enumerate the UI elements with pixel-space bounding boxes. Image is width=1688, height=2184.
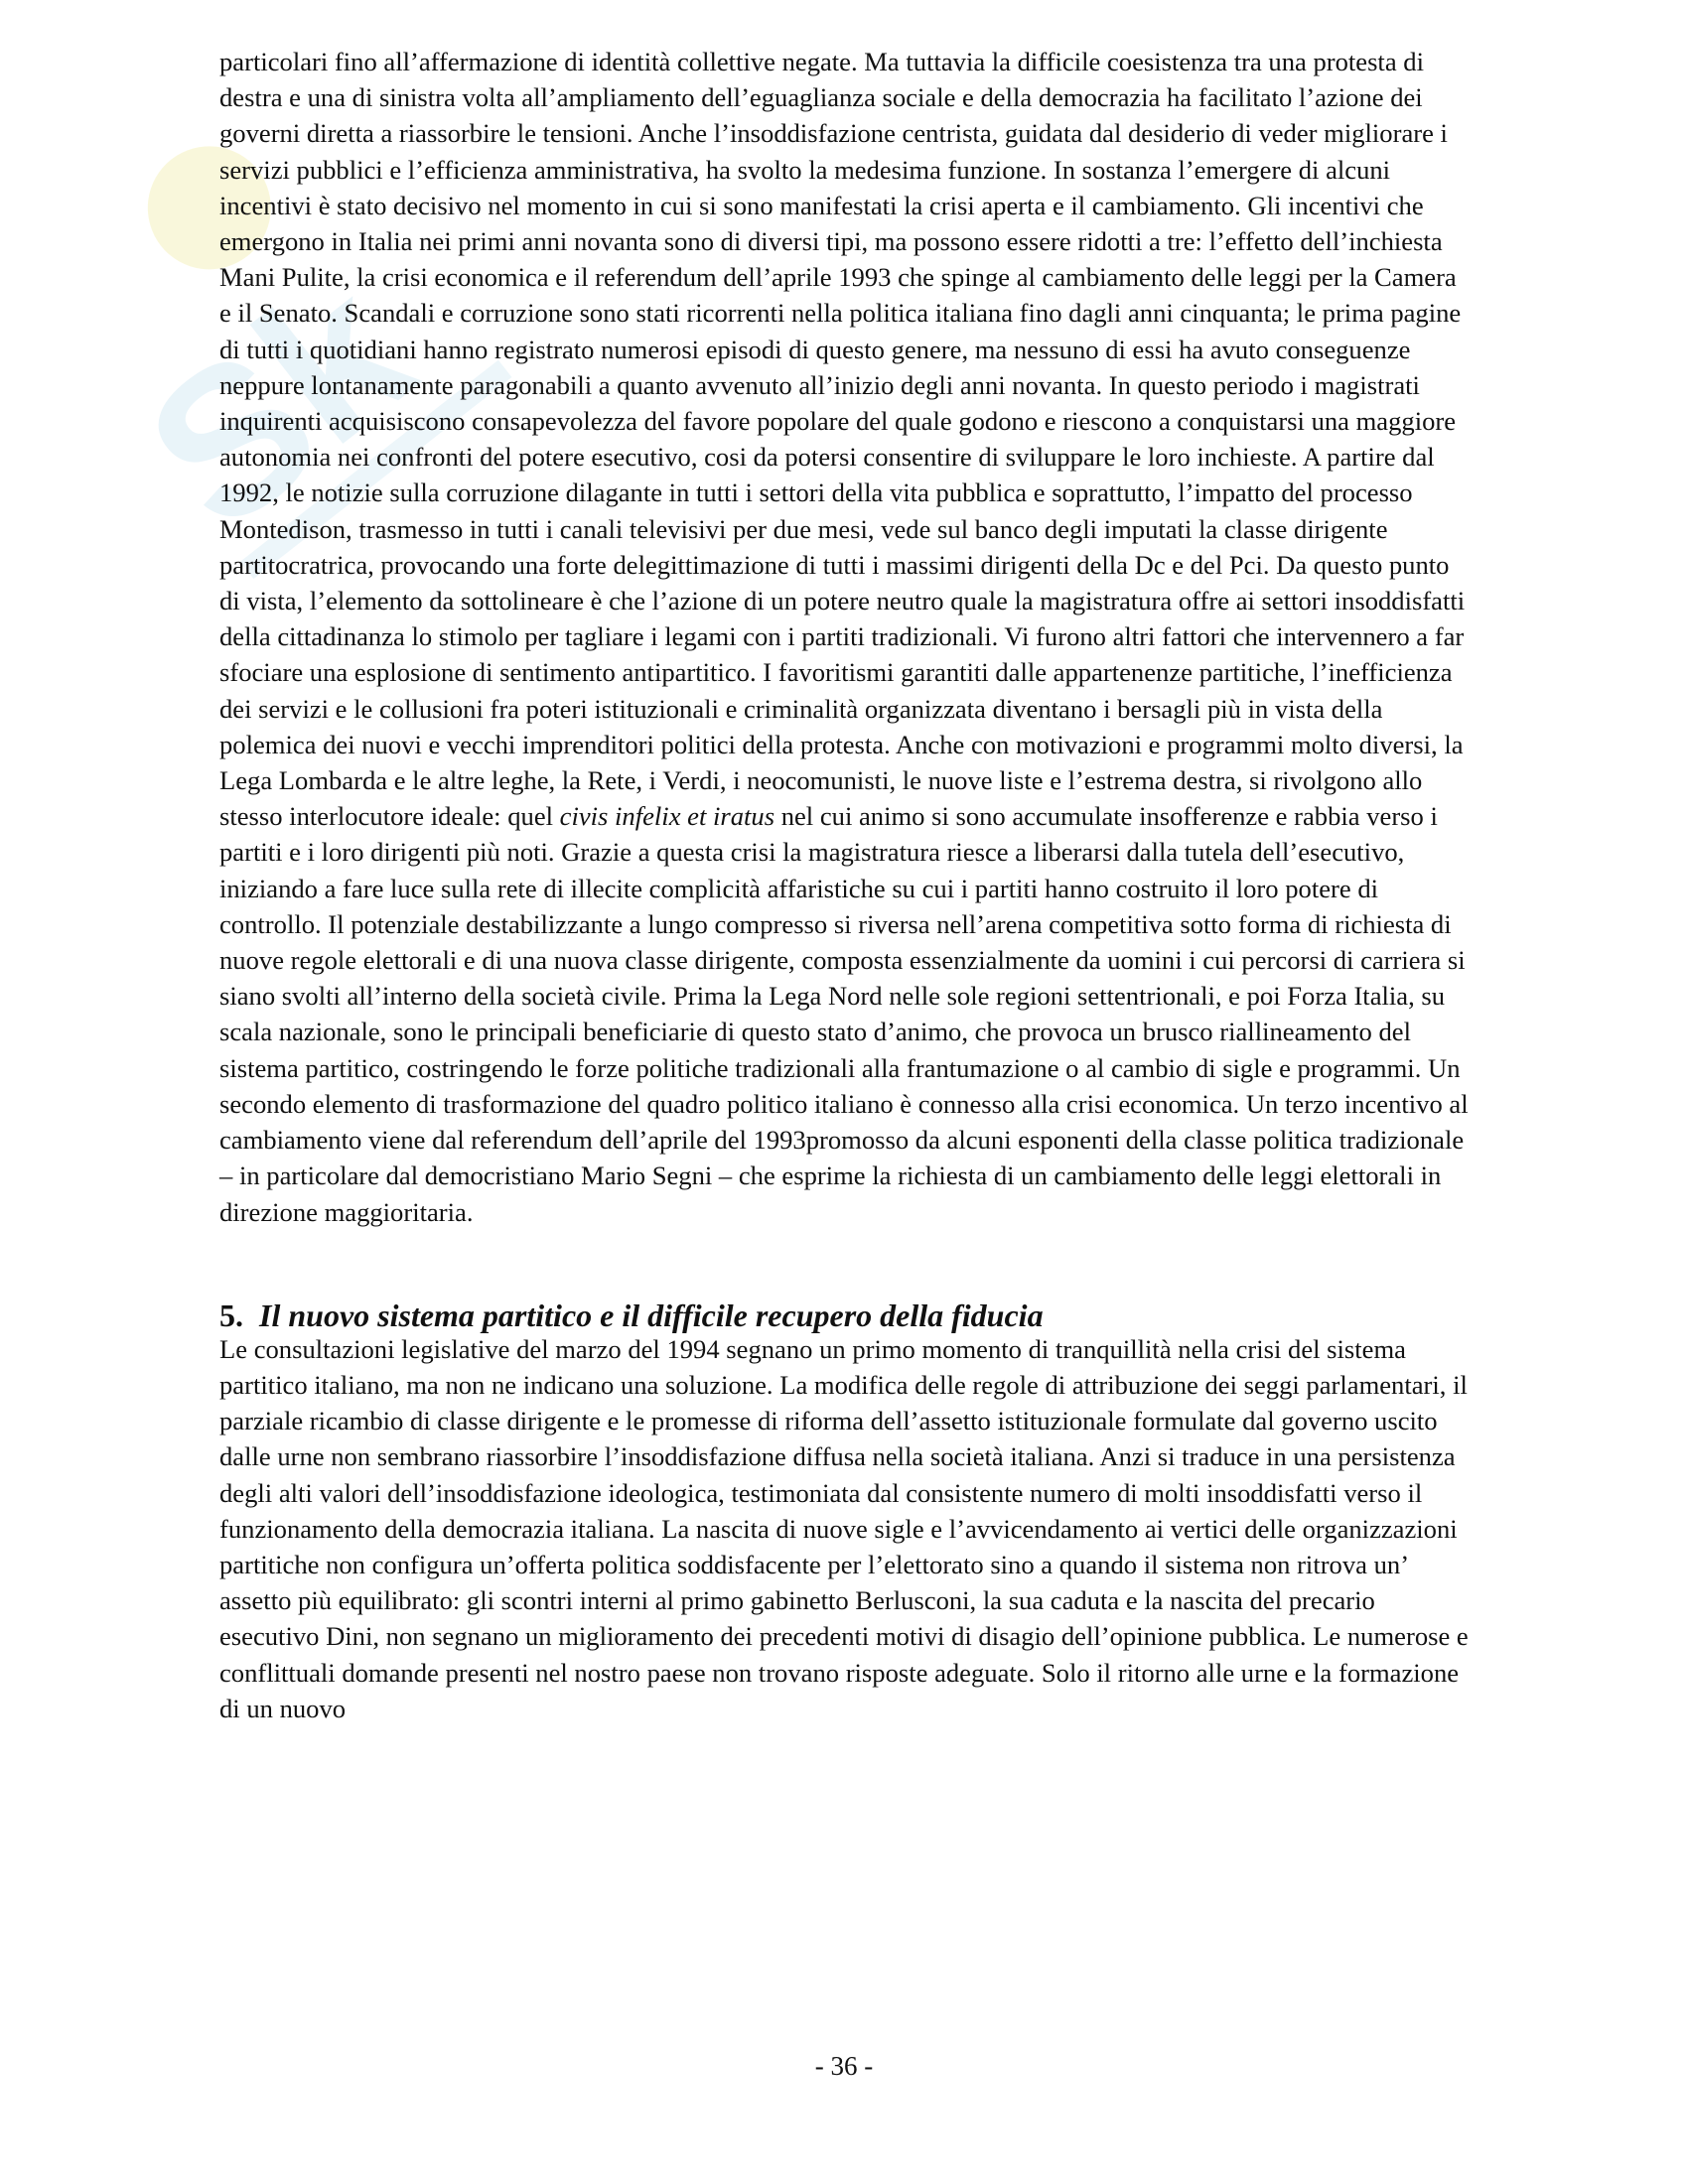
paragraph-1-text-a: particolari fino all’affermazione di identità collettive negate. Ma tuttavia la difficile coesistenza tra una protesta di destra e una di sinistra volta all’ampliamento dell’eguaglianza sociale e della democrazia ha facilitato l’azione dei governi diretta a riassorbire le tensioni. Anche l’insoddisfazione centrista, guidata dal desiderio di veder migliorare i servizi pubblici e l’efficienza amministrativa, ha svolto la medesima funzione. In sostanza l’emergere di alcuni incentivi è stato decisivo nel momento in cui si sono manifestati la crisi aperta e il cambiamento. Gli incentivi che emergono in Italia nei primi anni novanta sono di diversi tipi, ma possono essere ridotti a tre: l’effetto dell’inchiesta Mani Pulite, la crisi economica e il referendum dell’aprile 1993 che spinge al cambiamento delle leggi per la Camera e il Senato. Scandali e corruzione sono stati ricorrenti nella politica italiana fino dagli anni cinquanta; le prima pagine di tutti i quotidiani hanno registrato numerosi episodi di questo genere, ma nessuno di essi ha avuto conseguenze neppure lontanamente paragonabili a quanto avvenuto all’inizio degli anni novanta. In questo periodo i magistrati inquirenti acquisiscono consapevolezza del favore popolare del quale godono e riescono a conquistarsi una maggiore autonomia nei confronti del potere esecutivo, cosi da potersi consentire di sviluppare le loro inchieste. A partire dal 1992, le notizie sulla corruzione dilagante in tutti i settori della vita pubblica e soprattutto, l’impatto del processo Montedison, trasmesso in tutti i canali televisivi per due mesi, vede sul banco degli imputati la classe dirigente partitocratrica, provocando una forte delegittimazione di tutti i massimi dirigenti della Dc e del Pci. Da questo punto di vista, l’elemento da sottolineare è che l’azione di un potere neutro quale la magistratura offre ai settori insoddisfatti della cittadinanza lo stimolo per tagliare i legami con i partiti tradizionali. Vi furono altri fattori che intervennero a far sfociare una esplosione di sentimento antipartitico. I favoritismi garantiti dalle appartenenze partitiche, l’inefficienza dei servizi e le collusioni fra poteri istituzionali e criminalità organizzata diventano i bersagli più in vista della polemica dei nuovi e vecchi imprenditori politici della protesta. Anche con motivazioni e programmi molto diversi, la Lega Lombarda e le altre leghe, la Rete, i Verdi, i neocomunisti, le nuove liste e l’estrema destra, si rivolgono allo stesso interlocutore ideale: quel — [219, 47, 1466, 832]
document-page — [219, 44, 1473, 1726]
watermark-letters: Sk — [105, 232, 451, 574]
paragraph-1-text-b: nel cui animo si sono accumulate insofferenze e rabbia verso i partiti e i loro dirigenti più noti. Grazie a questa crisi la magistratura riesce a liberarsi dalla tutela dell’esecutivo, iniziando a fare luce sulla rete di illecite complicità affaristiche su cui i partiti hanno costruito il loro potere di controllo. Il potenziale destabilizzante a lungo compresso si riversa nell’arena competitiva sotto forma di richiesta di nuove regole elettorali e di una nuova classe dirigente, composta essenzialmente da uomini i cui percorsi di carriera si siano svolti all’interno della società civile. Prima la Lega Nord nelle sole regioni settentrionali, e poi Forza Italia, su scala nazionale, sono le principali beneficiarie di questo stato d’animo, che provoca un brusco riallineamento del sistema partitico, costringendo le forze politiche tradizionali alla frantumazione o al cambio di sigle e programmi. Un secondo elemento di trasformazione del quadro politico italiano è connesso alla crisi economica. Un terzo incentivo al cambiamento viene dal referendum dell’aprile del 1993promosso da alcuni esponenti della classe politica tradizionale – in particolare dal democristiano Mario Segni – che esprime la richiesta di un cambiamento delle leggi elettorali in direzione maggioritaria. — [219, 801, 1469, 1227]
section-5-body: Le consultazioni legislative del marzo del 1994 segnano un primo momento di tranquillità nella crisi del sistema partitico italiano, ma non ne indicano una soluzione. La modifica delle regole di attribuzione dei seggi parlamentari, il parziale ricambio di classe dirigente e le promesse di riforma dell’assetto istituzionale formulate dal governo uscito dalle urne non sembrano riassorbire l’insoddisfazione diffusa nella società italiana. Anzi si traduce in una persistenza degli alti valori dell’insoddisfazione ideologica, testimoniata dal consistente numero di molti insoddisfatti verso il funzionamento della democrazia italiana. La nascita di nuove sigle e l’avvicendamento ai vertici delle organizzazioni partitiche non configura un’offerta politica soddisfacente per l’elettorato sino a quando il sistema non ritrova un’ assetto più equilibrato: gli scontri interni al primo gabinetto Berlusconi, la sua caduta e la nascita del precario esecutivo Dini, non segnano un miglioramento dei precedenti motivi di disagio dell’opinione pubblica. Le numerose e conflittuali domande presenti nel nostro paese non trovano risposte adeguate. Solo il ritorno alle urne e la formazione di un nuovo — [219, 1333, 1469, 1723]
page-number: - 36 - — [814, 2051, 874, 2081]
paragraph-1-latin-phrase: civis infelix et iratus — [559, 801, 775, 832]
section-5-number: 5. — [219, 1297, 243, 1333]
paragraph-1 — [219, 44, 1473, 1230]
section-5-heading — [219, 1296, 1473, 1335]
section-5-title: Il nuovo sistema partitico e il difficile recupero della fiducia — [259, 1297, 1044, 1333]
